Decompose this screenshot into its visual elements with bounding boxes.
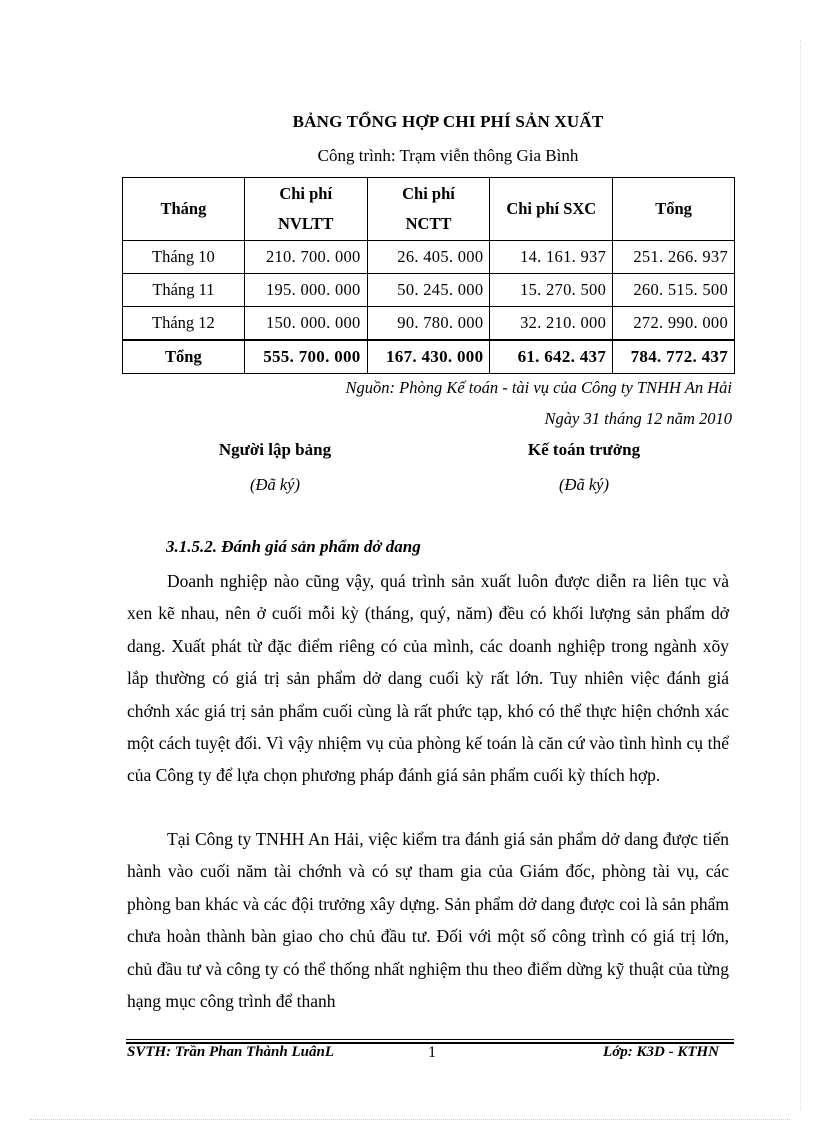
- cell-total: 251. 266. 937: [613, 241, 735, 274]
- row-month: Tháng 12: [123, 307, 245, 341]
- cell-total: 272. 990. 000: [613, 307, 735, 341]
- header-nctt: [367, 178, 490, 241]
- total-label: Tổng: [123, 340, 245, 374]
- table-row: [123, 274, 735, 307]
- header-month: Tháng: [123, 178, 245, 241]
- cell-sxc: 32. 210. 000: [490, 307, 613, 341]
- table-subtitle: Công trình: Trạm viễn thông Gia Bình: [317, 146, 579, 165]
- header-nvltt: [244, 178, 367, 241]
- signature-role: Người lập bảng: [218, 440, 332, 459]
- paragraph-1: [127, 565, 729, 792]
- cost-summary-table: [122, 177, 735, 374]
- page-edge-right: [800, 40, 801, 1110]
- footer-class: Lớp: K3D - KTHN: [603, 1044, 719, 1060]
- footer-student: SVTH: Trần Phan Thành LuânL: [127, 1044, 335, 1060]
- paragraph-text: Doanh nghiệp nào cũng vậy, quá trình sản xuất luôn được diễn ra liên tục và xen kẽ nhau, nên ở cuối mỗi kỳ (tháng, quý, năm) đều có khối lượng sản phẩm dở dang. Xuất phát từ đặc điểm riêng có của mình, các doanh nghiệp trong ngành xõy lắp thường có giá trị sản phẩm dở dang cuối kỳ rất lớn. Tuy nhiên việc đánh giá chớnh xác giá trị sản phẩm cuối cùng là rất phức tạp, khó có thể thực hiện chớnh xác một cách tuyệt đối. Vì vậy nhiệm vụ của phòng kế toán là căn cứ vào tình hình cụ thể của Công ty để lựa chọn phương pháp đánh giá sản phẩm cuối kỳ thích hợp.: [127, 571, 729, 786]
- table-row: [123, 241, 735, 274]
- cell-nctt: 90. 780. 000: [367, 307, 490, 341]
- paragraph-text: Tại Công ty TNHH An Hải, việc kiểm tra đánh giá sản phẩm dở dang được tiến hành vào cuối năm tài chớnh và có sự tham gia của Giám đốc, phòng tài vụ, các phòng ban khác và các đội trưởng xây dựng. Sản phẩm dở dang được coi là sản phẩm chưa hoàn thành bàn giao cho chủ đầu tư. Đối với một số công trình có giá trị lớn, chủ đầu tư và công ty có thể thống nhất nghiệm thu theo điểm dừng kỹ thuật của từng hạng mục công trình để thanh: [127, 829, 729, 1012]
- source-note: Nguồn: Phòng Kế toán - tài vụ của Công ty TNHH An Hải: [345, 378, 732, 397]
- table-row: [123, 307, 735, 341]
- section-heading: 3.1.5.2. Đánh giá sản phẩm dở dang: [166, 537, 421, 556]
- header-total: Tổng: [613, 178, 735, 241]
- total-sxc: 61. 642. 437: [490, 340, 613, 374]
- paragraph-2: [127, 823, 729, 1017]
- date-line: Ngày 31 tháng 12 năm 2010: [544, 409, 732, 428]
- page-number: 1: [428, 1044, 436, 1061]
- total-nctt: 167. 430. 000: [367, 340, 490, 374]
- header-nctt-line2: NCTT: [405, 214, 452, 233]
- page-edge-bottom: [30, 1119, 790, 1120]
- footer-divider: [126, 1039, 734, 1040]
- cell-nctt: 50. 245. 000: [367, 274, 490, 307]
- cell-nvltt: 210. 700. 000: [244, 241, 367, 274]
- table-title: BẢNG TỔNG HỢP CHI PHÍ SẢN XUẤT: [292, 112, 604, 131]
- cell-sxc: 15. 270. 500: [490, 274, 613, 307]
- signature-role: Kế toán trưởng: [527, 440, 641, 459]
- signature-chief-accountant: [484, 440, 684, 495]
- total-grand: 784. 772. 437: [613, 340, 735, 374]
- cell-sxc: 14. 161. 937: [490, 241, 613, 274]
- row-month: Tháng 10: [123, 241, 245, 274]
- signature-status: (Đã ký): [559, 475, 609, 494]
- row-month: Tháng 11: [123, 274, 245, 307]
- cell-nctt: 26. 405. 000: [367, 241, 490, 274]
- header-nctt-line1: Chi phí: [402, 184, 455, 203]
- cell-total: 260. 515. 500: [613, 274, 735, 307]
- signature-status: (Đã ký): [250, 475, 300, 494]
- header-nvltt-line1: Chi phí: [279, 184, 333, 203]
- cell-nvltt: 195. 000. 000: [244, 274, 367, 307]
- total-nvltt: 555. 700. 000: [244, 340, 367, 374]
- table-header-row: [123, 178, 735, 241]
- header-sxc: Chi phí SXC: [490, 178, 613, 241]
- table-total-row: [123, 340, 735, 374]
- cell-nvltt: 150. 000. 000: [244, 307, 367, 341]
- signature-preparer: [175, 440, 375, 495]
- header-nvltt-line2: NVLTT: [278, 214, 334, 233]
